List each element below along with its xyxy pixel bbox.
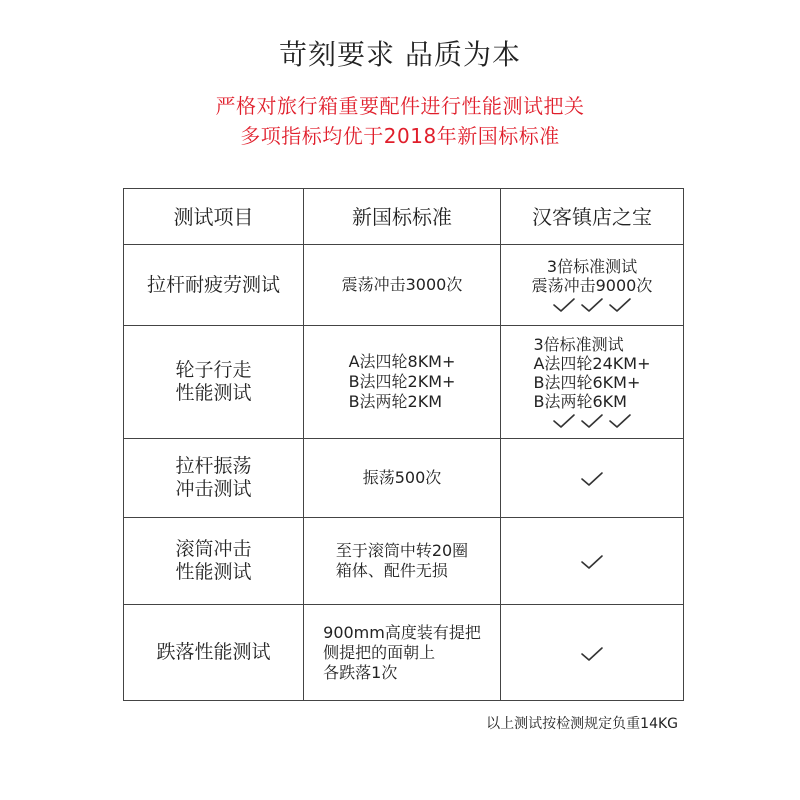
standard-text bbox=[323, 623, 481, 683]
cell-test-item bbox=[124, 518, 304, 605]
cell-national-standard bbox=[304, 326, 501, 439]
cell-test-item bbox=[124, 245, 304, 326]
standard-line: 振荡500次 bbox=[362, 468, 442, 487]
hanke-line: 3倍标准测试 bbox=[533, 334, 624, 354]
subtitle-line-2: 多项指标均优于2018年新国标标准 bbox=[240, 124, 560, 148]
check-icon bbox=[580, 554, 604, 570]
standard-line: B法两轮2KM bbox=[348, 392, 443, 411]
test-comparison-table bbox=[123, 188, 684, 701]
check-marks bbox=[501, 646, 683, 662]
hanke-text bbox=[533, 335, 650, 412]
check-marks bbox=[501, 471, 683, 487]
cell-national-standard bbox=[304, 245, 501, 326]
cell-test-item bbox=[124, 439, 304, 518]
standard-line: 至于滚筒中转20圈 bbox=[335, 541, 469, 560]
test-item-line: 冲击测试 bbox=[175, 478, 252, 500]
column-header-test-item: 测试项目 bbox=[124, 189, 304, 245]
table-row bbox=[124, 439, 684, 518]
hanke-line: A法四轮24KM+ bbox=[533, 353, 651, 373]
standard-text bbox=[349, 352, 456, 412]
cell-test-item bbox=[124, 605, 304, 701]
standard-text bbox=[336, 541, 468, 581]
standard-line: 各跌落1次 bbox=[323, 662, 398, 682]
standard-line: 侧提把的面朝上 bbox=[323, 642, 436, 662]
test-item-line: 拉杆振荡 bbox=[175, 455, 252, 478]
hanke-line: 震荡冲击9000次 bbox=[531, 276, 653, 295]
page-title: 苛刻要求 品质为本 bbox=[279, 38, 521, 71]
test-item-line: 性能测试 bbox=[175, 561, 252, 583]
check-icon bbox=[580, 413, 604, 429]
check-icon bbox=[552, 297, 576, 313]
hanke-text bbox=[501, 257, 683, 295]
hanke-line: 3倍标准测试 bbox=[546, 256, 638, 276]
standard-line: 震荡冲击3000次 bbox=[341, 275, 463, 294]
check-icon bbox=[580, 297, 604, 313]
check-icon bbox=[608, 297, 632, 313]
table-row bbox=[124, 245, 684, 326]
cell-national-standard bbox=[304, 439, 501, 518]
cell-hanke bbox=[501, 245, 684, 326]
subtitle-line-1: 严格对旅行箱重要配件进行性能测试把关 bbox=[215, 94, 585, 118]
test-item-line: 拉杆耐疲劳测试 bbox=[146, 273, 280, 296]
column-header-national-standard: 新国标标准 bbox=[304, 189, 501, 245]
check-icon bbox=[552, 413, 576, 429]
standard-line: 箱体、配件无损 bbox=[335, 561, 448, 580]
check-icon bbox=[608, 413, 632, 429]
check-marks bbox=[501, 297, 683, 313]
test-item-line: 跌落性能测试 bbox=[156, 641, 271, 664]
standard-line: B法四轮2KM+ bbox=[348, 372, 456, 391]
cell-national-standard bbox=[304, 605, 501, 701]
hanke-line: B法四轮6KM+ bbox=[533, 373, 641, 392]
footnote: 以上测试按检测规定负重14KG bbox=[486, 716, 678, 732]
table-row bbox=[124, 326, 684, 439]
standard-line: A法四轮8KM+ bbox=[348, 352, 456, 371]
standard-line: 900mm高度装有提把 bbox=[323, 622, 481, 642]
cell-hanke bbox=[501, 605, 684, 701]
column-header-hanke: 汉客镇店之宝 bbox=[501, 189, 684, 245]
hanke-line: B法两轮6KM bbox=[533, 392, 627, 412]
test-item-line: 滚筒冲击 bbox=[175, 538, 252, 561]
cell-hanke bbox=[501, 518, 684, 605]
cell-test-item bbox=[124, 326, 304, 439]
check-marks bbox=[501, 413, 683, 429]
check-icon bbox=[580, 471, 604, 487]
standard-text bbox=[304, 468, 500, 488]
cell-national-standard bbox=[304, 518, 501, 605]
cell-hanke bbox=[501, 439, 684, 518]
test-item-line: 轮子行走 bbox=[175, 359, 252, 382]
table-header-row bbox=[124, 189, 684, 245]
table-row bbox=[124, 518, 684, 605]
table-row bbox=[124, 605, 684, 701]
check-icon bbox=[580, 646, 604, 662]
standard-text bbox=[304, 275, 500, 295]
check-marks bbox=[501, 554, 683, 570]
cell-hanke bbox=[501, 326, 684, 439]
test-item-line: 性能测试 bbox=[175, 382, 252, 404]
